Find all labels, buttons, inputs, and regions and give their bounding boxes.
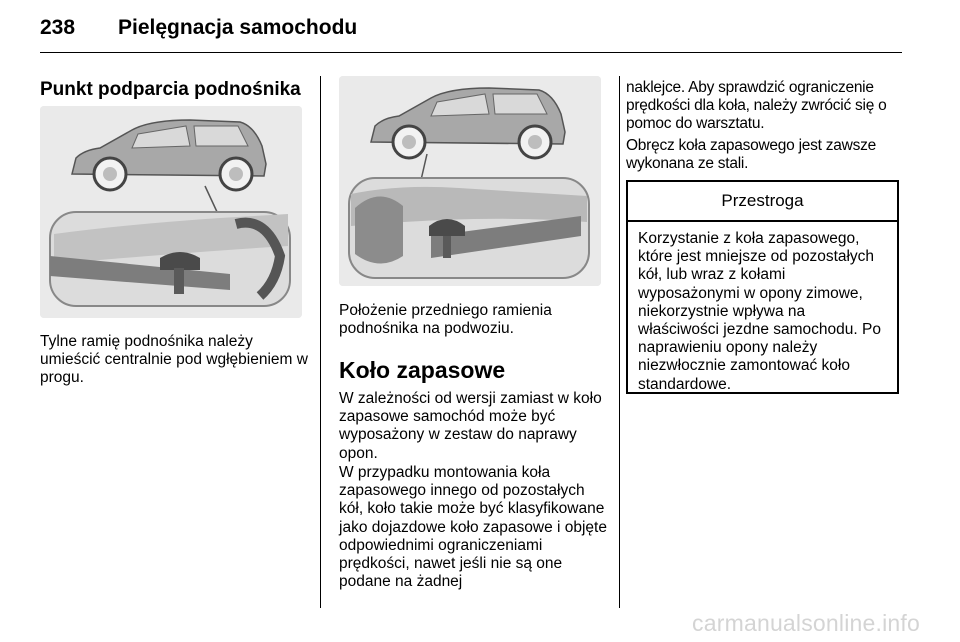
spare-wheel-paragraph-1: W zależności od wersji zamiast w koło zapasowe samochód może być wyposażony w zestaw do naprawy opon. — [339, 390, 602, 462]
page-number: 238 — [40, 16, 76, 39]
rear-jack-point-illustration — [40, 106, 302, 318]
section-heading-jack-point: Punkt podparcia podnośnika — [40, 79, 301, 100]
header-divider — [40, 52, 902, 53]
jack-detail-inset — [349, 178, 589, 278]
caption-rear-jack-arm: Tylne ramię podnośnika należy umieścić centralnie pod wgłębieniem w progu. — [40, 333, 308, 387]
caution-title: Przestroga — [628, 182, 897, 222]
site-watermark: carmanualsonline.info — [692, 610, 920, 636]
caution-text: Korzystanie z koła zapasowego, które jest mniejsze od pozostałych kół, lub wraz z kołami wyposażonymi w opony zimowe, niekorzystnie wpływa na właściwości jezdne samochodu. Po naprawieniu opony należy niezwłocznie zamontować koło standardowe. — [638, 230, 881, 393]
caption-front-jack-arm: Położenie przedniego ramienia podnośnika na podwoziu. — [339, 302, 552, 338]
steel-rim-paragraph: Obręcz koła zapasowego jest zawsze wykonana ze stali. — [626, 137, 876, 173]
column-divider-right — [619, 76, 620, 608]
page-header — [40, 14, 902, 56]
speed-limit-paragraph: naklejce. Aby sprawdzić ograniczenie prędkości dla koła, należy zwrócić się o pomoc do warsztatu. — [626, 79, 887, 133]
spare-wheel-paragraph-2: W przypadku montowania koła zapasowego innego od pozostałych kół, koło takie może być klasyfikowane jako dojazdowe koło zapasowe i objęte odpowiednimi ograniczeniami prędkości, nawet jeśli nie są one podane na żadnej — [339, 464, 607, 591]
section-title-spare-wheel: Koło zapasowe — [339, 357, 506, 383]
chapter-title: Pielęgnacja samochodu — [118, 16, 358, 39]
column-divider-left — [320, 76, 321, 608]
caution-box — [626, 180, 899, 394]
jack-detail-inset — [50, 212, 290, 306]
front-jack-arm-illustration — [339, 76, 601, 286]
